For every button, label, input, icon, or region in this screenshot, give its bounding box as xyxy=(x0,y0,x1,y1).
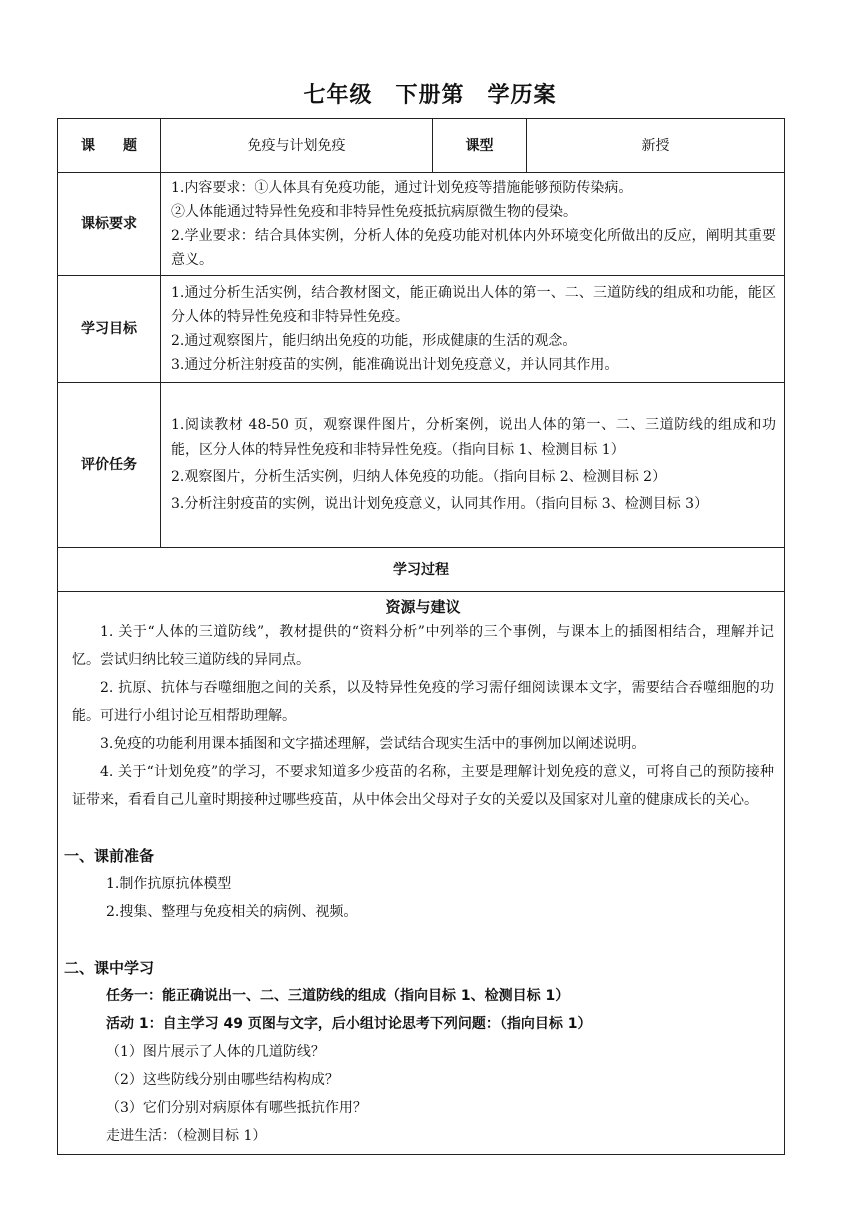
tasks-line: 1.阅读教材 48-50 页，观察课件图片，分析案例，说出人体的第一、二、三道防线的组成和功能，区分人体的特异性免疫和非特异性免疫。（指向目标 1、检测目标 1） xyxy=(171,417,776,458)
topic-label: 课 题 xyxy=(58,119,161,173)
page-title: 七年级 下册第 学历案 xyxy=(303,83,557,108)
prep-section-title: 一、课前准备 xyxy=(64,847,155,865)
standards-row xyxy=(58,173,785,276)
task-one: 任务一：能正确说出一、二、三道防线的组成（指向目标 1、检测目标 1） xyxy=(106,988,570,1004)
class-section-title: 二、课中学习 xyxy=(64,959,155,977)
header-row xyxy=(58,119,785,173)
resource-item: 3.免疫的功能利用课本插图和文字描述理解，尝试结合现实生活中的事例加以阐述说明。 xyxy=(100,736,646,752)
standards-line: 1.内容要求：①人体具有免疫功能，通过计划免疫等措施能够预防传染病。 xyxy=(171,180,633,196)
topic-value: 免疫与计划免疫 xyxy=(161,119,433,173)
goals-line: 2.通过观察图片，能归纳出免疫的功能，形成健康的生活的观念。 xyxy=(171,333,577,349)
resource-item: 4. 关于“计划免疫”的学习，不要求知道多少疫苗的名称，主要是理解计划免疫的意义，可将自己的预防接种证带来，看看自己儿童时期接种过哪些疫苗，从中体会出父母对子女的关爱以及国家对儿童的健康成长的关心。 xyxy=(72,764,774,808)
process-content xyxy=(58,592,785,1155)
type-value: 新授 xyxy=(527,119,785,173)
question-item: （2）这些防线分别由哪些结构构成？ xyxy=(106,1072,339,1088)
tasks-line: 3.分析注射疫苗的实例，说出计划免疫意义，认同其作用。（指向目标 3、检测目标 3） xyxy=(171,496,709,512)
goals-label: 学习目标 xyxy=(58,276,161,383)
resources-title: 资源与建议 xyxy=(385,598,461,616)
question-item: （1）图片展示了人体的几道防线？ xyxy=(106,1044,325,1060)
type-label: 课型 xyxy=(433,119,527,173)
process-content-row xyxy=(58,592,785,1155)
goals-line: 3.通过分析注射疫苗的实例，能准确说出计划免疫意义，并认同其作用。 xyxy=(171,357,619,373)
standards-line: ②人体能通过特异性免疫和非特异性免疫抵抗病原微生物的侵染。 xyxy=(171,204,577,220)
standards-label: 课标要求 xyxy=(58,173,161,276)
prep-item: 1.制作抗原抗体模型 xyxy=(106,876,232,892)
life-prompt: 走进生活：（检测目标 1） xyxy=(106,1128,267,1144)
resource-item: 2. 抗原、抗体与吞噬细胞之间的关系，以及特异性免疫的学习需仔细阅读课本文字，需要结合吞噬细胞的功能。可进行小组讨论互相帮助理解。 xyxy=(72,680,774,724)
process-title: 学习过程 xyxy=(58,548,785,592)
tasks-line: 2.观察图片，分析生活实例，归纳人体免疫的功能。（指向目标 2、检测目标 2） xyxy=(171,469,667,485)
study-plan-table xyxy=(57,118,785,1155)
prep-item: 2.搜集、整理与免疫相关的病例、视频。 xyxy=(106,904,358,920)
tasks-content xyxy=(161,383,785,548)
activity-one: 活动 1：自主学习 49 页图与文字，后小组讨论思考下列问题：（指向目标 1） xyxy=(106,1016,592,1032)
process-title-row xyxy=(58,548,785,592)
question-item: （3）它们分别对病原体有哪些抵抗作用？ xyxy=(106,1100,367,1116)
resource-item: 1. 关于“人体的三道防线”，教材提供的“资料分析”中列举的三个事例，与课本上的插图相结合，理解并记忆。尝试归纳比较三道防线的异同点。 xyxy=(72,624,774,668)
goals-row xyxy=(58,276,785,383)
standards-line: 2.学业要求：结合具体实例，分析人体的免疫功能对机体内外环境变化所做出的反应，阐明其重要意义。 xyxy=(171,228,776,268)
tasks-row xyxy=(58,383,785,548)
tasks-label: 评价任务 xyxy=(58,383,161,548)
goals-line: 1.通过分析生活实例，结合教材图文，能正确说出人体的第一、二、三道防线的组成和功能，能区分人体的特异性免疫和非特异性免疫。 xyxy=(171,285,776,325)
goals-content xyxy=(161,276,785,383)
standards-content xyxy=(161,173,785,276)
